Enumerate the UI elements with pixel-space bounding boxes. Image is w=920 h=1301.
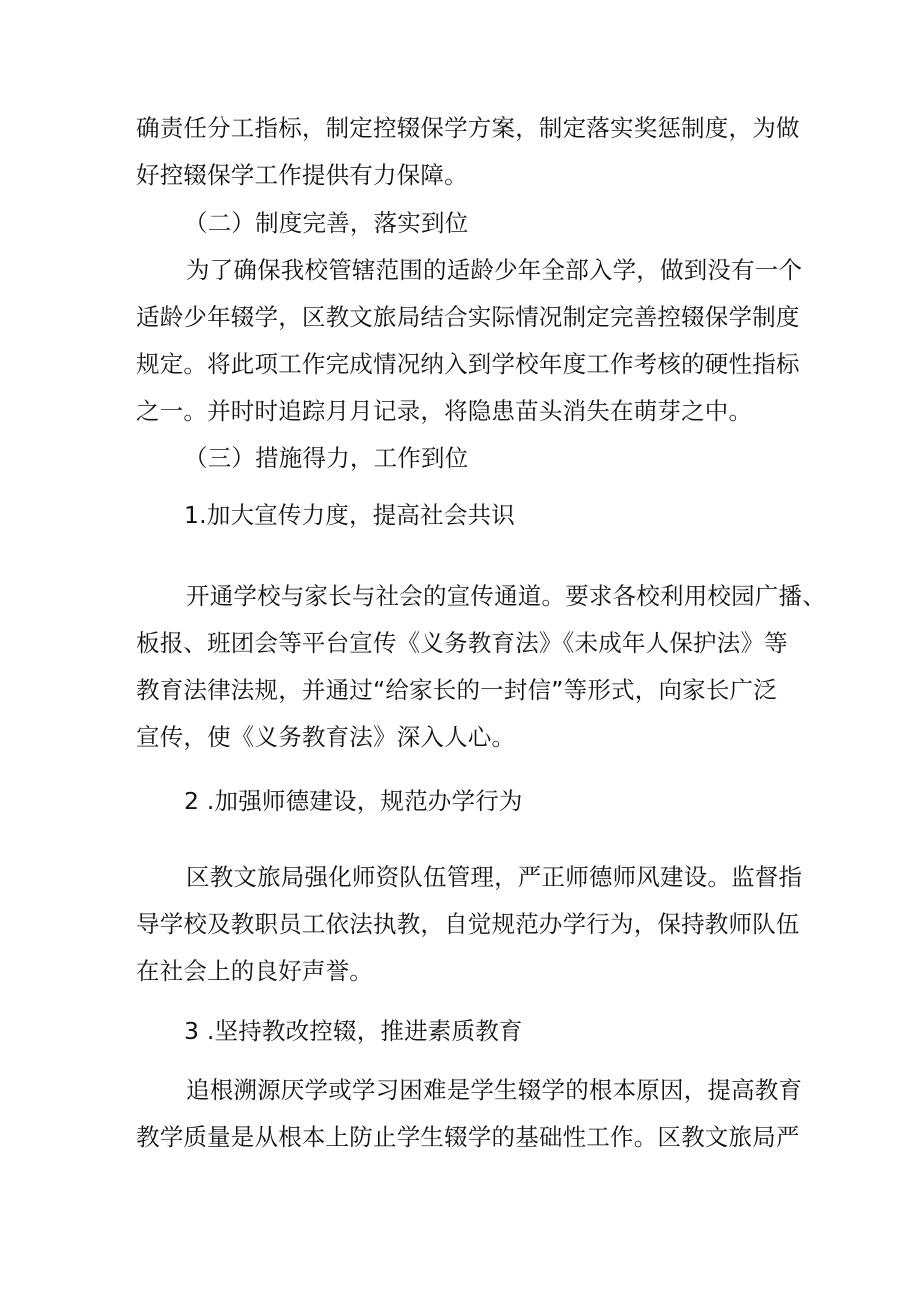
- body-paragraph-line: 适龄少年辍学，区教文旅局结合实际情况制定完善控辍保学制度: [136, 303, 800, 331]
- body-paragraph-line: 区教文旅局强化师资队伍管理，严正师德师风建设。监督指: [186, 863, 803, 891]
- body-paragraph-line: 之一。并时时追踪月月记录，将隐患苗头消失在萌芽之中。: [136, 397, 753, 425]
- subsection-heading: 2 .加强师德建设，规范办学行为: [184, 787, 523, 815]
- body-paragraph-line: 板报、班团会等平台宣传《义务教育法》《未成年人保护法》等: [136, 629, 788, 657]
- body-paragraph-line: 为了确保我校管辖范围的适龄少年全部入学，做到没有一个: [186, 256, 803, 284]
- body-paragraph-line: 宣传，使《义务教育法》深入人心。: [136, 723, 516, 751]
- body-paragraph-line: 规定。将此项工作完成情况纳入到学校年度工作考核的硬性指标: [136, 350, 800, 378]
- body-paragraph-line: 好控辍保学工作提供有力保障。: [136, 161, 468, 189]
- section-heading: （三）措施得力，工作到位: [184, 444, 469, 472]
- body-paragraph-line: 开通学校与家长与社会的宣传通道。要求各校利用校园广播、: [186, 582, 826, 610]
- body-paragraph-line: 教学质量是从根本上防止学生辍学的基础性工作。区教文旅局严: [136, 1123, 800, 1151]
- body-paragraph-line: 教育法律法规，并通过“给家长的一封信”等形式，向家长广泛: [136, 676, 777, 704]
- body-paragraph-line: 导学校及教职员工依法执教，自觉规范办学行为，保持教师队伍: [136, 910, 800, 938]
- body-paragraph-line: 追根溯源厌学或学习困难是学生辍学的根本原因，提高教育: [186, 1076, 803, 1104]
- body-paragraph-line: 在社会上的良好声誉。: [136, 957, 373, 985]
- subsection-heading: 1.加大宣传力度，提高社会共识: [184, 501, 515, 529]
- body-paragraph-line: 确责任分工指标，制定控辍保学方案，制定落实奖惩制度，为做: [136, 114, 800, 142]
- section-heading: （二）制度完善，落实到位: [184, 209, 469, 237]
- subsection-heading: 3 .坚持教改控辍，推进素质教育: [184, 1017, 523, 1045]
